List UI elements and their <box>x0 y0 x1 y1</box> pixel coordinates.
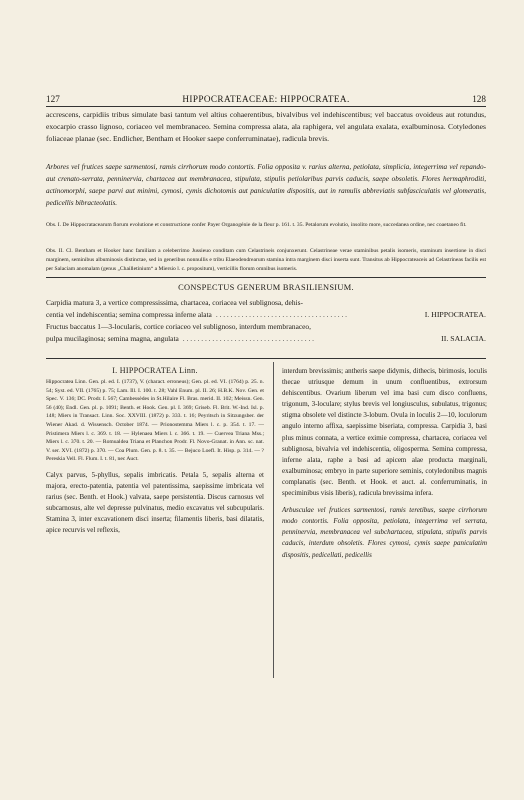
section-rule <box>46 277 486 278</box>
left-column <box>46 366 264 537</box>
key-entry-2 <box>46 333 486 345</box>
leader-dots: . . . . . . . . . . . . . . . . . . . . . . . . . . . . . . . . . . . . <box>182 334 314 343</box>
conspectus-key <box>46 297 486 345</box>
genus-heading: I. HIPPOCRATEA Linn. <box>112 366 198 375</box>
genus-description-continued: interdum brevissimis; antheris saepe didymis, dithecis, birimosis, loculis thecae utriusque demum in unum confluentibus, extrorsum dehiscentibus. Ovarium liberum vel ima basi cum disco confluens, trigonum, 3-loculare; stylus brevis vel longiusculus, subulatus, trigonus; stigma obsolete vel distincte 3-lobum. Ovula in loculis 2—10, loculorum angulo interno affixa, saepissime biseriata, compressa. Carpidia 3, basi plus minus connata, a vertice eximie compressa, chartacea, coriacea vel sublignosa, bivalvia vel indehiscentia, oligosperma. Semina compressa, inferne alata, raphe a basi ad apicem alae producta marginali, exalbuminosa; embryo in parte superiore seminis, cotyledonibus magnis complanatis (sec. Benth. et Hook. et auct. al. conferruminatis, in speciminibus visis liberis), radicula brevissima infera. <box>282 367 487 498</box>
column-separator <box>273 362 274 678</box>
page-number-right: 128 <box>472 94 486 104</box>
observation-2: Obs. II. Cl. Bentham et Hooker hanc familiam a celeberrimo Jussieuo conditam cum Celastrineis conjunxerunt. Celastrineae verae staminibus petalis isomeris, staminum insertione in disci marginem, seminibus albuminosis distinctae, sed in generibus nonnullis e tribu Elaeodendrearum stamina intra marginem disci inserta sunt. Transitus ab Hippocrateaceis ad Celastrineas facilis est per Salaciam anomalam (genus „Chailletinium“ a Miersio l. c. propositum), verticillis florum omnibus isomeris. <box>46 248 486 272</box>
running-title: HIPPOCRATEACEAE: HIPPOCRATEA. <box>182 94 350 104</box>
habit-description: Arbores vel frutices saepe sarmentosi, ramis cirrhorum modo contortis. Folia opposita v. rarius alterna, petiolata, simplicia, integerrima vel repando- aut crenato-serrata, penninervia, chartacea aut membranacea, stipulata, stipulis petiolaribus parvis caducis, saepe obsoletis. Flores hermaphroditi, actinomorphi, saepe parvi aut minimi, cymosi, cymis dichotomis aut paniculatim dispositis, aut in ramulis abbreviatis subfasciculatis vel glomeratis, pedicellis bibracteolatis. <box>46 163 486 207</box>
columns-top-rule <box>46 358 486 359</box>
page-number-left: 127 <box>46 94 60 104</box>
genus-synonymy: Hippocratea Linn. Gen. pl. ed. I. (1737), V. (charact. erroneus); Gen. pl. ed. VI. (1764) p. 25. n. 54; Syst. ed. VII. (1765) p. 75; Lam. Ill. I. 100. t. 28; Vahl Enum. pl. II. 26; H.B.K. Nov. Gen. et Spec. V. 136; DC. Prodr. I. 567; Cambessèdes in St.Hilaire Fl. Bras. merid. II. 102; Meissn. Gen. 56 (40); Endl. Gen. pl. p. 1091; Benth. et Hook. Gen. pl. I. 369; Griseb. Fl. Brit. W.-Ind. Isl. p. 148; Miers in Transact. Linn. Soc. XXVIII. (1872) p. 333. t. 16; Peyritsch in Sitzungsber. der Wiener Akad. d. Wissensch. October 1874. — Prionostemma Miers l. c. p. 354. t. 17. — Pristimera Miers l. c. 369. t. 18. — Hylenaea Miers l. c. 366. t. 19. — Cuervea Triana Mss.; Miers l. c. 370. t. 20. — Romualdea Triana et Planchon Prodr. Fl. Novo-Granat. in Ann. sc. nat. V. ser. XVI. (1872) p. 370. — Coa Plum. Gen. p. 8. t. 35. — Bejuco Loefl. It. Hisp. p. 314. — ? Pereskia Vell. Fl. Flum. I. t. 81, nec Auct. <box>46 379 264 463</box>
observation-1: Obs. I. De Hippocratacearum florum evolutione et constructione confer Payer Organogénie de la fleur p. 161. t. 35. Petalorum evolutio, insolito more, succedanea ordine, nec coaetaneo fit. <box>46 222 467 228</box>
right-column <box>282 366 487 561</box>
leader-dots: . . . . . . . . . . . . . . . . . . . . . . . . . . . . . . . . . . . . <box>215 310 347 319</box>
genus-habit: Arbusculae vel frutices sarmentosi, ramis teretibus, saepe cirrhorum modo contortis. Folia opposita, petiolata, integerrima vel serrata, penninervia, membranacea vel subchartacea, stipulata, stipulis parvis caducis, interdum obsoletis. Flores cymosi, cymis saepe paniculatim dispositis, pedicellati, pedicellis <box>282 506 487 559</box>
header-rule <box>46 106 486 107</box>
key-line-2: centia vel indehiscentia; semina compressa inferne alata <box>46 310 212 319</box>
conspectus-title: CONSPECTUS GENERUM BRASILIENSIUM. <box>178 283 354 292</box>
key-entry-1 <box>46 309 486 321</box>
running-header <box>46 94 486 104</box>
key-result-hippocratea: I. HIPPOCRATEA. <box>424 310 486 319</box>
fruit-description: accrescens, carpidiis tribus simulate basi tantum vel altius cohaerentibus, bivalvibus vel indehiscentibus; vel baccatus ovoideus aut rotundus, exocarpio crasso lignoso, coriaceo vel membranaceo. Semina compressa alata, ala raphigera, vel angulata exalata, exalbuminosa. Cotyledones foliaceae planae (sec. Endlicher, Bentham et Hooker saepe conferruminatae), radicula brevis. <box>46 110 486 143</box>
key-result-salacia: II. SALACIA. <box>441 334 486 343</box>
key-line-4: pulpa mucilaginosa; semina magna, angulata <box>46 334 179 343</box>
key-line-3: Fructus baccatus 1—3-locularis, cortice coriaceo vel sublignoso, interdum membranaceo, <box>46 322 311 331</box>
genus-description: Calyx parvus, 5-phyllus, sepalis imbricatis. Petala 5, sepalis alterna et majora, erecto-patentia, patentia vel patentissima, saepissime imbricata vel rarius (sec. Benth. et Hook.) valvata, saepe persistentia. Discus carnosus vel subcarnosus, alte vel depresse pulvinatus, medio excavatus vel subcupularis. Stamina 3, inter excavationem disci inserta; filamentis liberis, basi dilatatis, apice recurvis vel reflexis, <box>46 470 264 535</box>
key-line-1: Carpidia matura 3, a vertice compressissima, chartacea, coriacea vel sublignosa, dehis- <box>46 298 303 307</box>
